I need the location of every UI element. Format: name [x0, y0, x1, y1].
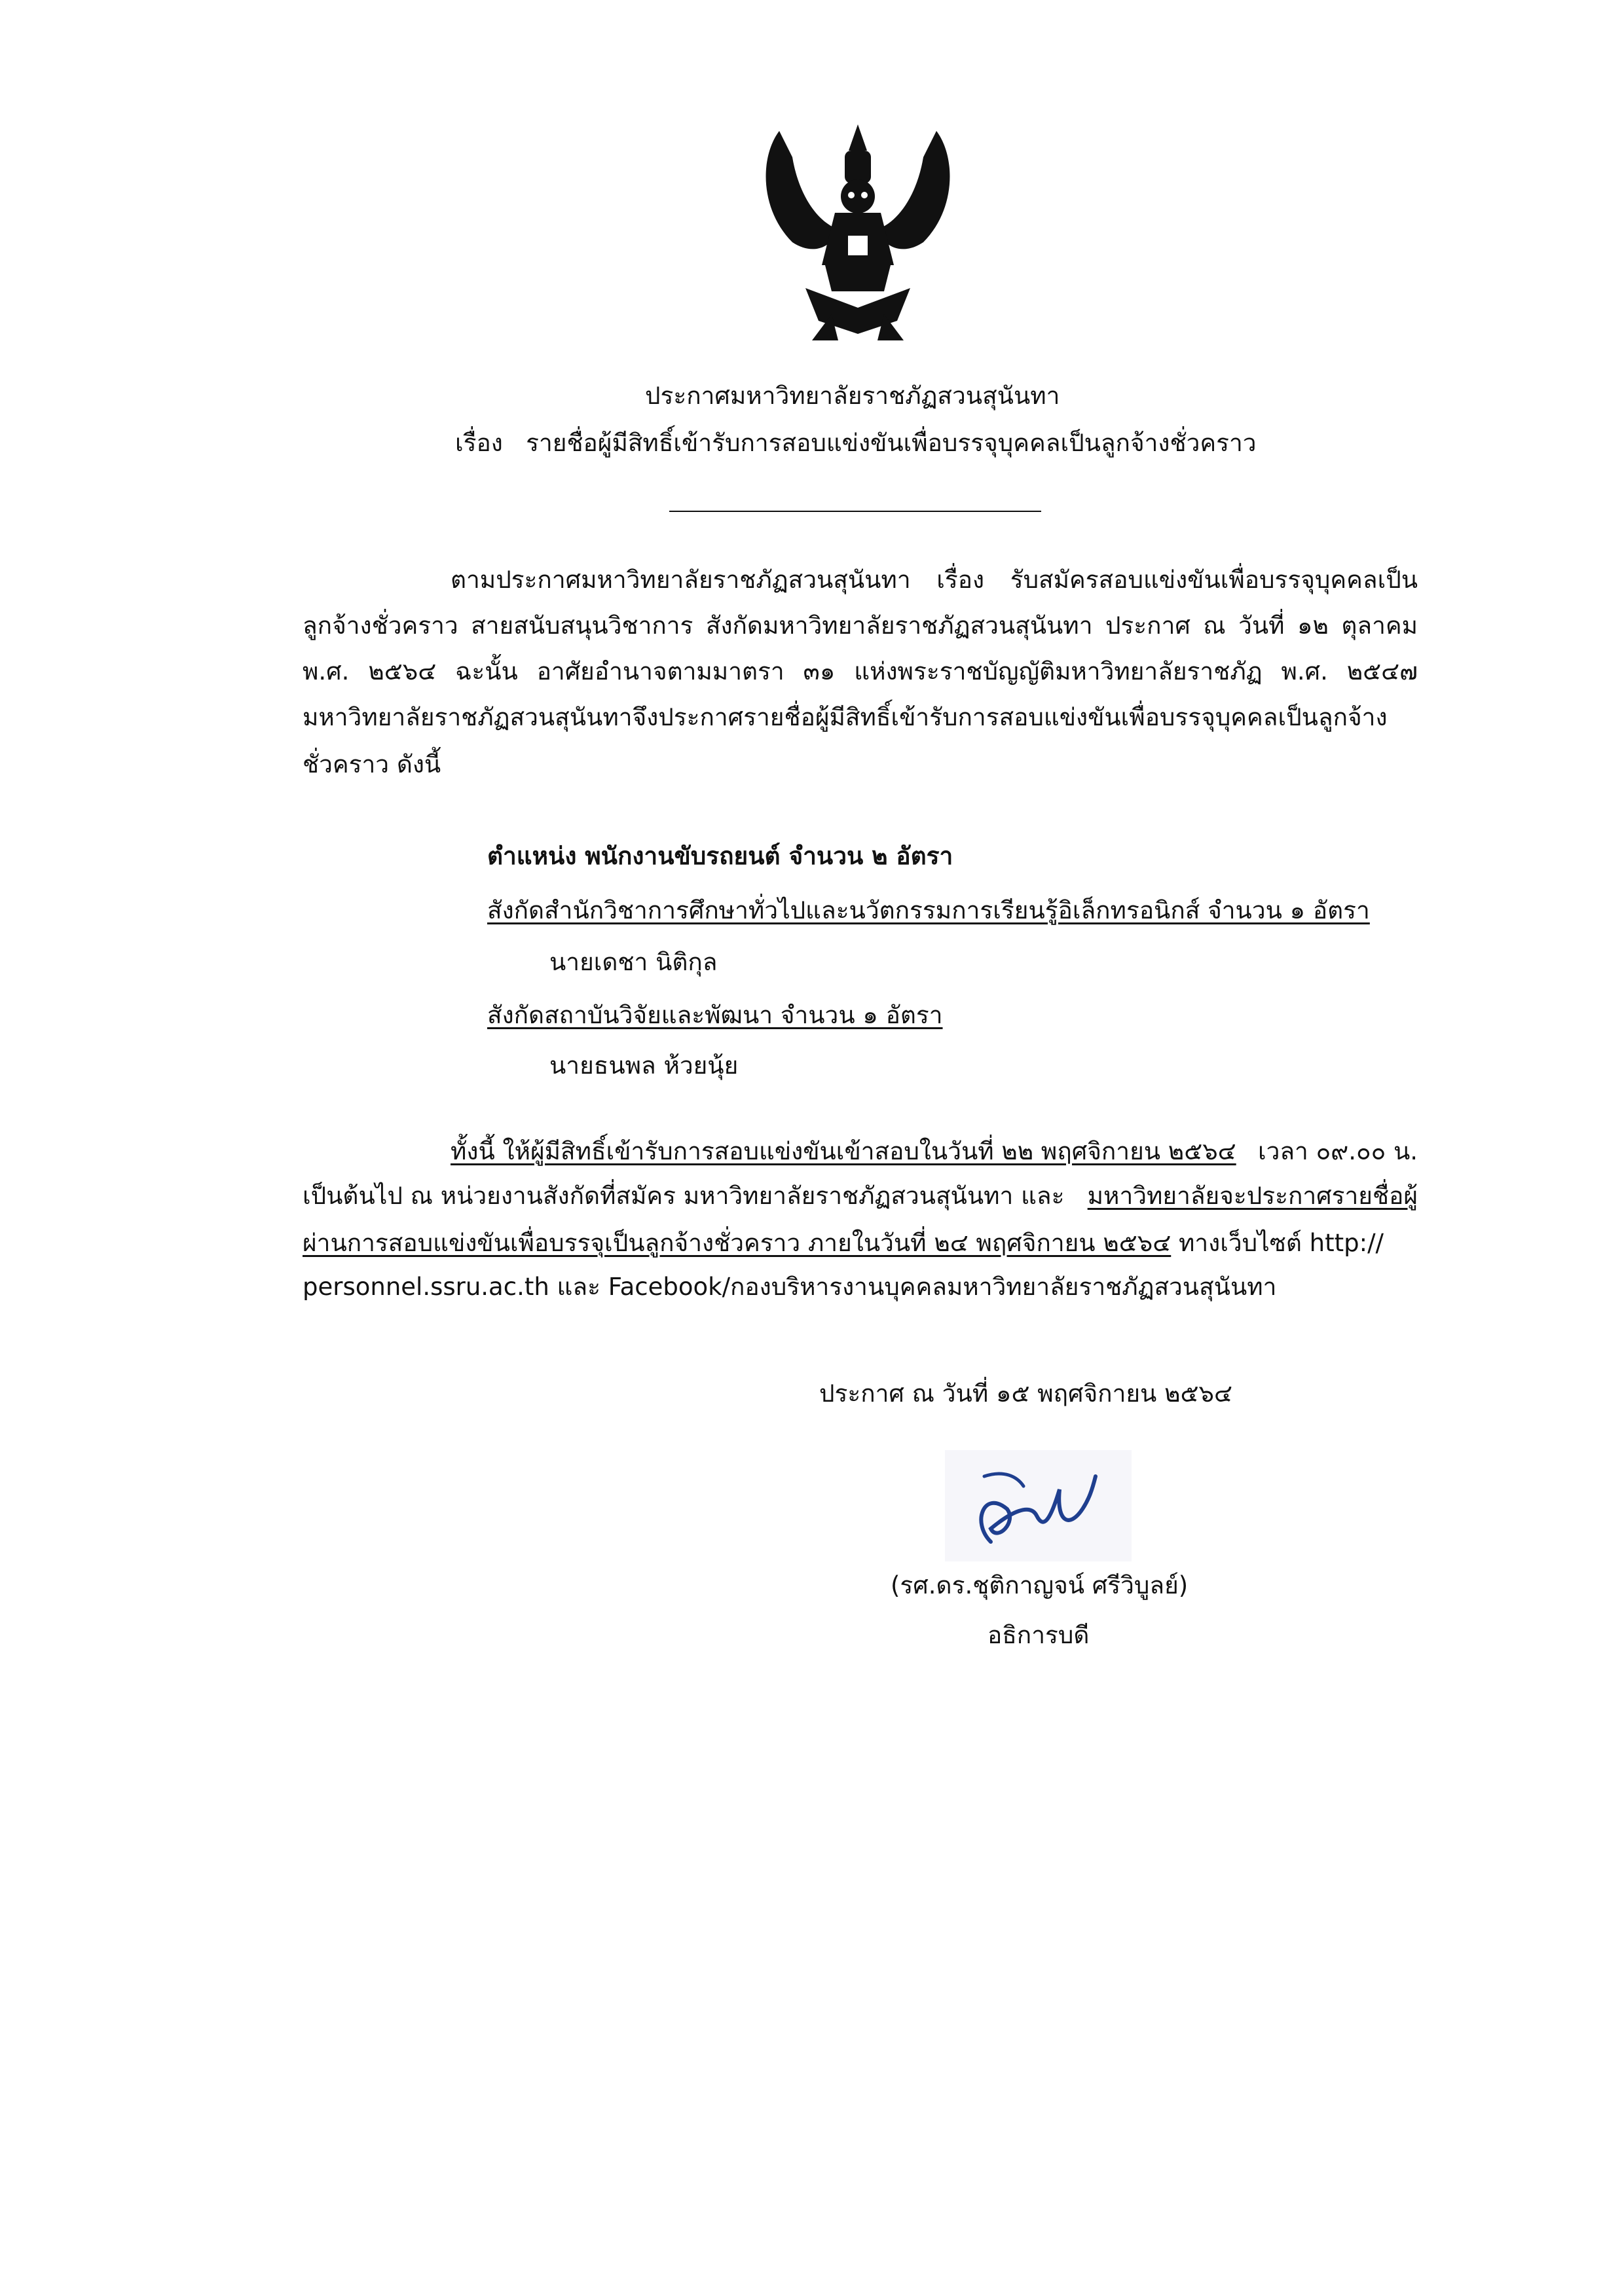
announcement-date: ประกาศ ณ วันที่ ๑๕ พฤศจิกายน ๒๕๖๔ — [819, 1379, 1232, 1408]
candidate-2: นายธนพล ห้วยนุ้ย — [549, 1051, 739, 1080]
subject-text: รายชื่อผู้มีสิทธิ์เข้ารับการสอบแข่งขันเพื่อบรรจุบุคคลเป็นลูกจ้างชั่วคราว — [526, 429, 1257, 457]
notice-line-3 — [303, 1227, 1384, 1260]
position-heading: ตำแหน่ง พนักงานขับรถยนต์ จำนวน ๒ อัตรา — [487, 842, 953, 870]
intro-line-1: ตามประกาศมหาวิทยาลัยราชภัฏสวนสุนันทา เรื่อง รับสมัครสอบแข่งขันเพื่อบรรจุบุคคลเป็น — [451, 566, 1418, 594]
notice-line-2 — [303, 1180, 1418, 1212]
notice-website-label: ทางเว็บไซต์ http:// — [1179, 1229, 1384, 1257]
notice-line-4: personnel.ssru.ac.th และ Facebook/กองบริหารงานบุคคลมหาวิทยาลัยราชภัฏสวนสุนันทา — [303, 1273, 1277, 1301]
subject-label: เรื่อง — [455, 429, 503, 457]
garuda-emblem — [753, 118, 963, 344]
notice-venue: เป็นต้นไป ณ หน่วยงานสังกัดที่สมัคร มหาวิทยาลัยราชภัฏสวนสุนันทา และ — [303, 1182, 1065, 1210]
title-divider — [669, 511, 1041, 512]
notice-result-announce: มหาวิทยาลัยจะประกาศรายชื่อผู้ — [1087, 1182, 1418, 1210]
signatory-name: (รศ.ดร.ชุติกาญจน์ ศรีวิบูลย์) — [891, 1571, 1189, 1599]
unit-2: สังกัดสถาบันวิจัยและพัฒนา จำนวน ๑ อัตรา — [487, 1001, 943, 1029]
signature — [945, 1450, 1132, 1561]
subject-line — [455, 427, 1257, 460]
notice-line-1 — [451, 1135, 1418, 1168]
signatory-title: อธิการบดี — [987, 1621, 1090, 1649]
notice-result-date: ผ่านการสอบแข่งขันเพื่อบรรจุเป็นลูกจ้างชั่วคราว ภายในวันที่ ๒๔ พฤศจิกายน ๒๕๖๔ — [303, 1229, 1172, 1257]
notice-exam-time: เวลา ๐๙.๐๐ น. — [1257, 1137, 1418, 1165]
announcement-title: ประกาศมหาวิทยาลัยราชภัฏสวนสุนันทา — [645, 382, 1060, 410]
unit-1: สังกัดสำนักวิชาการศึกษาทั่วไปและนวัตกรรมการเรียนรู้อิเล็กทรอนิกส์ จำนวน ๑ อัตรา — [487, 896, 1370, 924]
intro-line-5: ชั่วคราว ดังนี้ — [303, 750, 441, 778]
intro-line-3: พ.ศ. ๒๕๖๔ ฉะนั้น อาศัยอำนาจตามมาตรา ๓๑ แห่งพระราชบัญญัติมหาวิทยาลัยราชภัฏ พ.ศ. ๒๕๔๗ — [303, 657, 1418, 685]
candidate-1: นายเดชา นิติกุล — [549, 948, 718, 976]
notice-exam-date: ทั้งนี้ ให้ผู้มีสิทธิ์เข้ารับการสอบแข่งขันเข้าสอบในวันที่ ๒๒ พฤศจิกายน ๒๕๖๔ — [451, 1137, 1236, 1165]
intro-line-2: ลูกจ้างชั่วคราว สายสนับสนุนวิชาการ สังกัดมหาวิทยาลัยราชภัฏสวนสุนันทา ประกาศ ณ วันที่ ๑๒ ตุลาคม — [303, 611, 1418, 640]
intro-line-4: มหาวิทยาลัยราชภัฏสวนสุนันทาจึงประกาศรายชื่อผู้มีสิทธิ์เข้ารับการสอบแข่งขันเพื่อบรรจุบุคคลเป็นลูกจ้าง — [303, 703, 1388, 731]
